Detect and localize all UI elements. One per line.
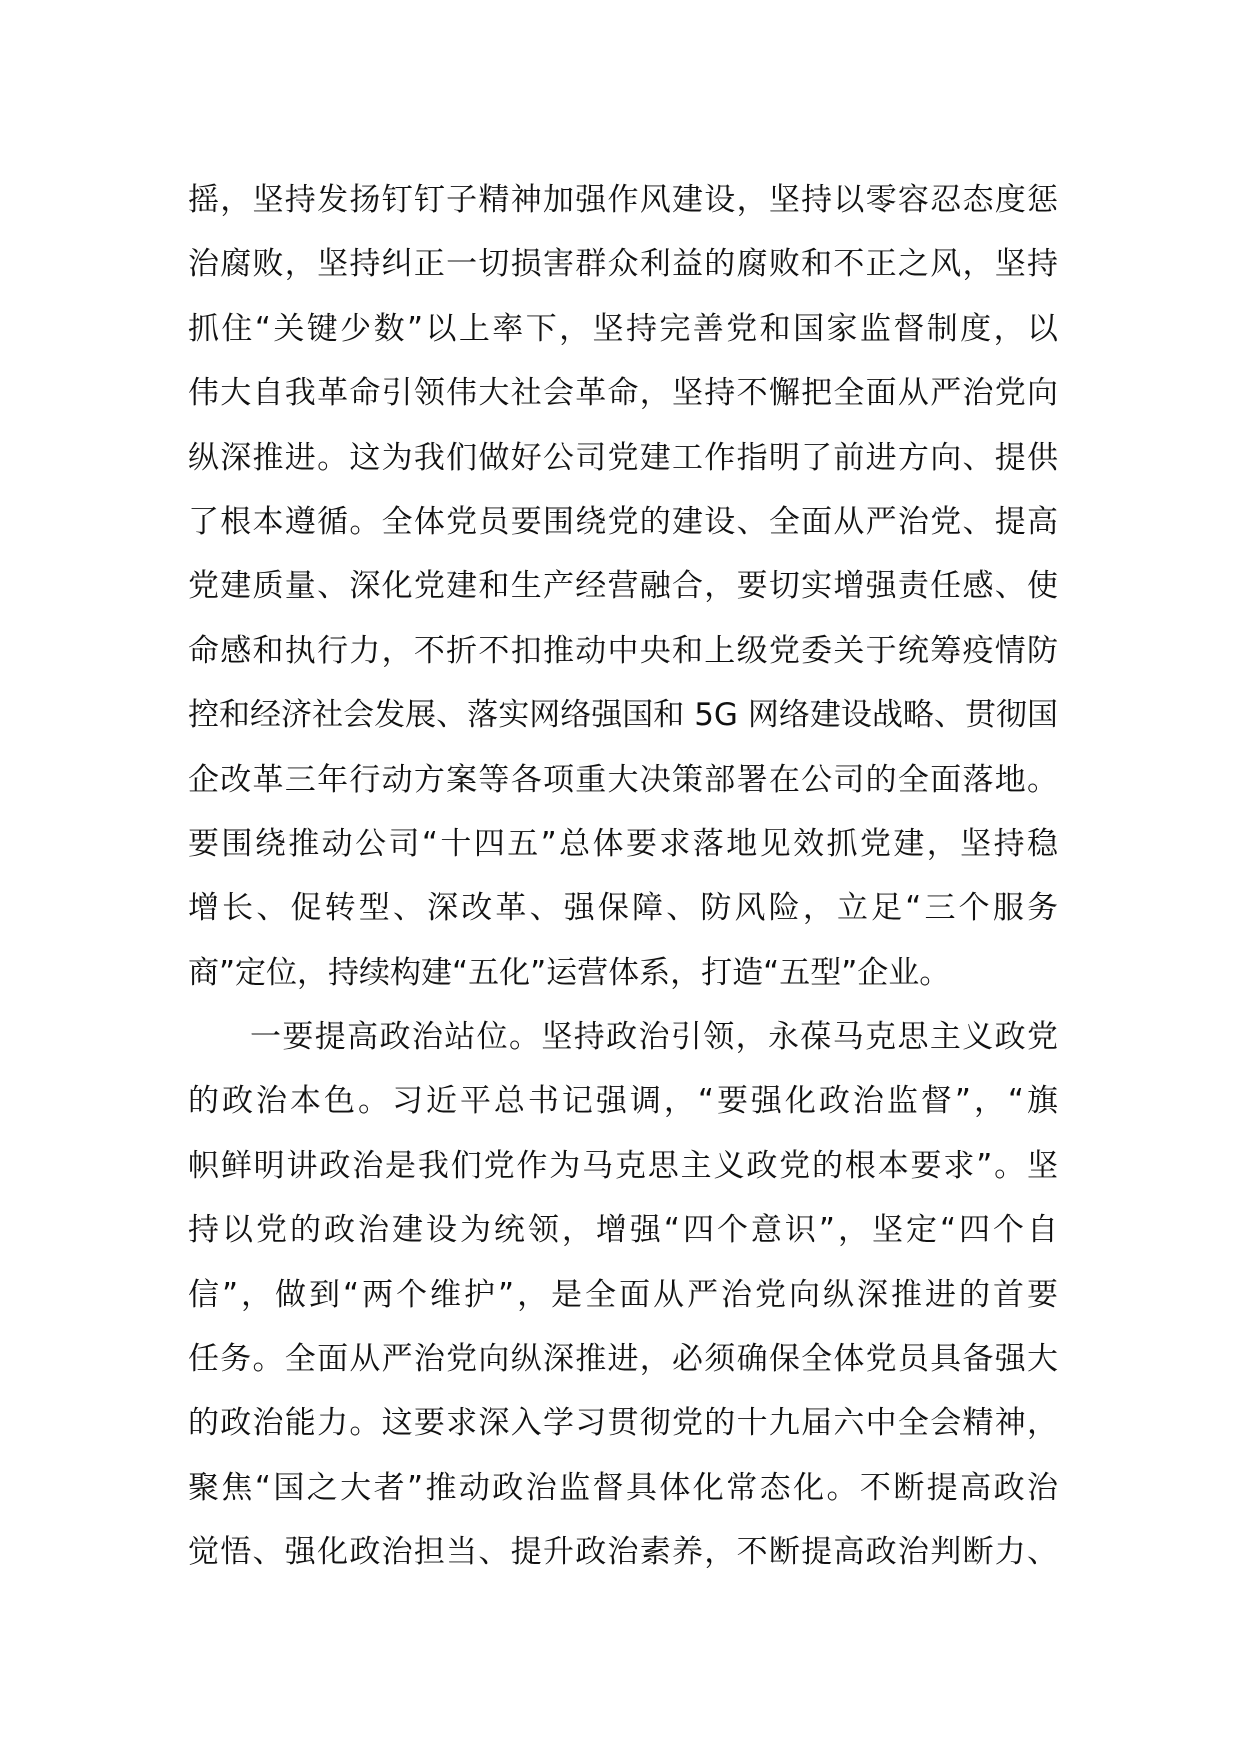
paragraph-start-line: 一要提高政治站位。坚持政治引领，永葆马克思主义政党 <box>250 1019 1058 1056</box>
text-line: 党建质量、深化党建和生产经营融合，要切实增强责任感、使 <box>188 568 1058 605</box>
text-line: 持以党的政治建设为统领，增强“四个意识”，坚定“四个自 <box>188 1212 1058 1249</box>
body-text <box>188 168 1058 1585</box>
text-line: 的政治能力。这要求深入学习贯彻党的十九届六中全会精神， <box>188 1405 1058 1442</box>
text-line: 伟大自我革命引领伟大社会革命，坚持不懈把全面从严治党向 <box>188 375 1058 412</box>
text-line: 的政治本色。习近平总书记强调，“要强化政治监督”，“旗 <box>188 1083 1058 1120</box>
text-line: 要围绕推动公司“十四五”总体要求落地见效抓党建，坚持稳 <box>188 825 1058 862</box>
text-line: 信”，做到“两个维护”，是全面从严治党向纵深推进的首要 <box>188 1276 1058 1313</box>
text-line: 增长、促转型、深改革、强保障、防风险，立足“三个服务 <box>188 890 1058 927</box>
text-line: 纵深推进。这为我们做好公司党建工作指明了前进方向、提供 <box>188 439 1058 476</box>
text-line: 摇，坚持发扬钉钉子精神加强作风建设，坚持以零容忍态度惩 <box>188 182 1058 218</box>
text-line: 觉悟、强化政治担当、提升政治素养，不断提高政治判断力、 <box>188 1534 1058 1571</box>
text-line: 聚焦“国之大者”推动政治监督具体化常态化。不断提高政治 <box>188 1469 1058 1506</box>
text-line: 抓住“关键少数”以上率下，坚持完善党和国家监督制度，以 <box>188 310 1058 347</box>
text-line: 任务。全面从严治党向纵深推进，必须确保全体党员具备强大 <box>188 1341 1058 1378</box>
text-line: 了根本遵循。全体党员要围绕党的建设、全面从严治党、提高 <box>188 503 1058 540</box>
text-line: 治腐败，坚持纠正一切损害群众利益的腐败和不正之风，坚持 <box>188 246 1058 283</box>
text-line: 帜鲜明讲政治是我们党作为马克思主义政党的根本要求”。坚 <box>188 1147 1058 1184</box>
text-line: 控和经济社会发展、落实网络强国和 5G 网络建设战略、贯彻国 <box>188 697 1058 734</box>
text-line: 命感和执行力，不折不扣推动中央和上级党委关于统筹疫情防 <box>188 632 1058 669</box>
paragraph-end-line: 商”定位，持续构建“五化”运营体系，打造“五型”企业。 <box>188 954 951 991</box>
text-line: 企改革三年行动方案等各项重大决策部署在公司的全面落地。 <box>188 761 1058 798</box>
